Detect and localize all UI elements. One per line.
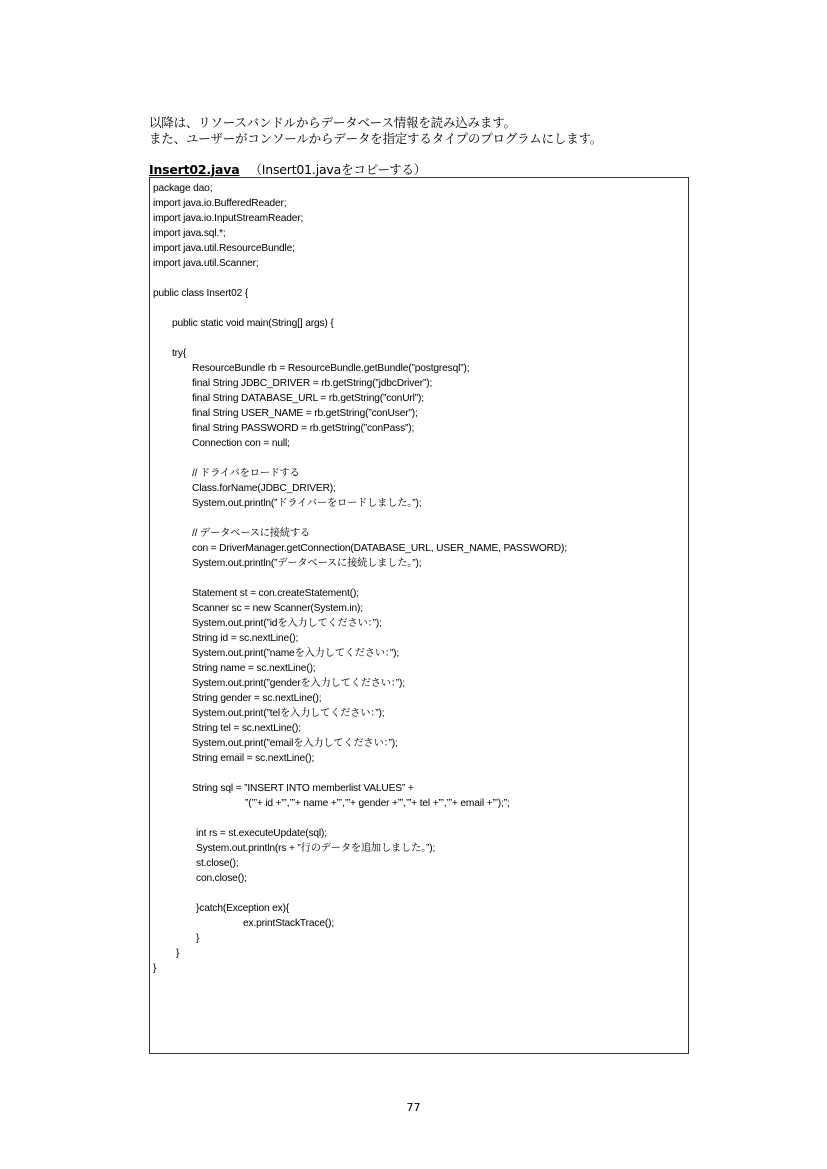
file-note: （Insert01.javaをコピーする）	[249, 162, 427, 177]
intro-line-1: 以降は、リソースバンドルからデータベース情報を読み込みます。	[149, 115, 516, 130]
code-line: String name = sc.nextLine();	[192, 663, 316, 674]
code-line: }catch(Exception ex){	[196, 903, 290, 914]
code-line: con.close();	[196, 873, 247, 884]
code-line: System.out.println(”データベースに接続しました。”);	[192, 558, 422, 569]
code-line: Class.forName(JDBC_DRIVER);	[192, 483, 336, 494]
code-line: package dao;	[153, 183, 213, 194]
code-line: public static void main(String[] args) {	[172, 318, 334, 329]
code-line	[153, 301, 567, 316]
code-listing	[153, 181, 567, 976]
code-line: public class Insert02 {	[153, 288, 249, 299]
code-line: }	[153, 963, 157, 974]
code-line: System.out.println(rs + ”行のデータを追加しました。”);	[196, 843, 436, 854]
code-line: con = DriverManager.getConnection(DATABASE_URL, USER_NAME, PASSWORD);	[192, 543, 567, 554]
code-line	[153, 331, 567, 346]
code-line: ResourceBundle rb = ResourceBundle.getBundle(”postgresql”);	[192, 363, 470, 374]
code-line: System.out.print(”idを入力してください：”);	[192, 618, 382, 629]
intro-text	[149, 115, 602, 147]
code-line	[153, 271, 567, 286]
code-line: try{	[172, 348, 187, 359]
code-line	[153, 766, 567, 781]
code-line: final String JDBC_DRIVER = rb.getString(”jdbcDriver”);	[192, 378, 433, 389]
code-line: String tel = sc.nextLine();	[192, 723, 301, 734]
code-line: final String USER_NAME = rb.getString(”conUser”);	[192, 408, 418, 419]
code-line: ”(’”+ id +”’,’”+ name +”’,’”+ gender +”’,’”+ tel +”’,’”+ email +”’);”;	[245, 798, 510, 809]
file-name: Insert02.java	[149, 162, 240, 177]
code-line: String sql = ”INSERT INTO memberlist VALUES” +	[192, 783, 414, 794]
code-line: import java.util.ResourceBundle;	[153, 243, 295, 254]
code-listing-box	[149, 177, 689, 1054]
code-line: // データベースに接続する	[192, 528, 310, 539]
code-line	[153, 451, 567, 466]
code-line: import java.io.BufferedReader;	[153, 198, 287, 209]
page-number: 77	[406, 1101, 421, 1114]
code-line: String gender = sc.nextLine();	[192, 693, 322, 704]
code-line: Scanner sc = new Scanner(System.in);	[192, 603, 363, 614]
code-line: import java.sql.*;	[153, 228, 226, 239]
code-line	[153, 886, 567, 901]
code-line: }	[176, 948, 180, 959]
code-line: final String DATABASE_URL = rb.getString(”conUrl”);	[192, 393, 424, 404]
code-line: }	[196, 933, 200, 944]
code-line: // ドライバをロードする	[192, 468, 300, 479]
code-line: System.out.print(”telを入力してください：”);	[192, 708, 385, 719]
code-line	[153, 811, 567, 826]
code-line: System.out.print(”genderを入力してください：”);	[192, 678, 405, 689]
code-line: Statement st = con.createStatement();	[192, 588, 359, 599]
code-line: String id = sc.nextLine();	[192, 633, 299, 644]
code-heading	[149, 162, 426, 178]
code-line	[153, 511, 567, 526]
code-line: System.out.print(”nameを入力してください：”);	[192, 648, 400, 659]
code-line: final String PASSWORD = rb.getString(”conPass”);	[192, 423, 415, 434]
code-line: String email = sc.nextLine();	[192, 753, 315, 764]
code-line: System.out.println(”ドライバーをロードしました。”);	[192, 498, 422, 509]
code-line	[153, 571, 567, 586]
code-line: Connection con = null;	[192, 438, 290, 449]
code-line: st.close();	[196, 858, 239, 869]
code-line: ex.printStackTrace();	[243, 918, 335, 929]
code-line: import java.util.Scanner;	[153, 258, 259, 269]
code-line: int rs = st.executeUpdate(sql);	[196, 828, 327, 839]
code-line: System.out.print(”emailを入力してください：”);	[192, 738, 398, 749]
intro-line-2: また、ユーザーがコンソールからデータを指定するタイプのプログラムにします。	[149, 131, 603, 146]
code-line: import java.io.InputStreamReader;	[153, 213, 304, 224]
